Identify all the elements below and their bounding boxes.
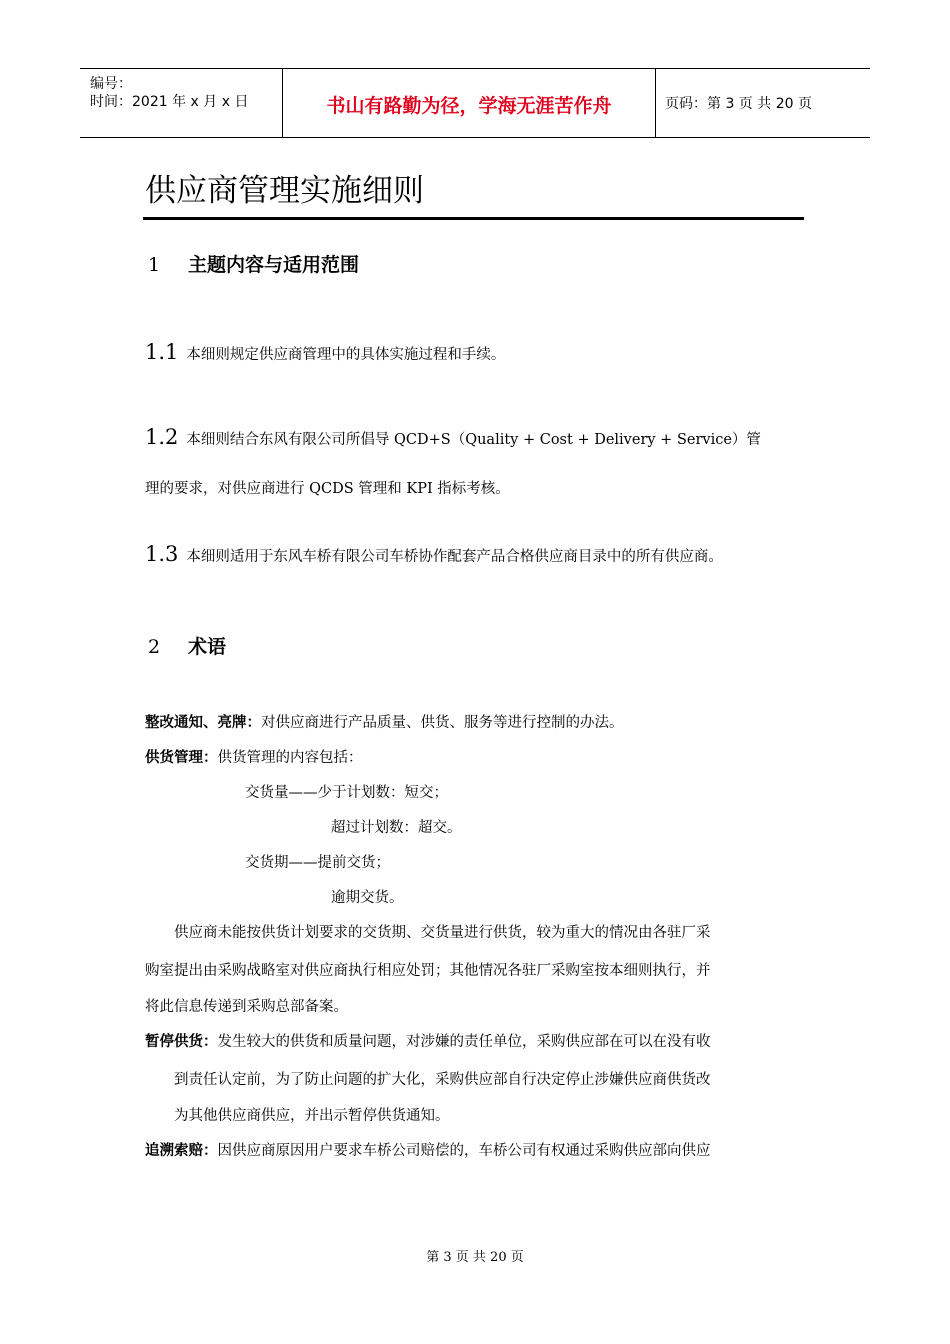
section-1-title: 主题内容与适用范围 (188, 254, 360, 276)
title-rule (143, 217, 804, 220)
suspend-line-3: 为其他供应商供应，并出示暂停供货通知。 (174, 1108, 450, 1124)
clause-1-2-continued: 理的要求，对供应商进行 QCDS 管理和 KPI 指标考核。 (145, 481, 510, 497)
term-text: 因供应商原因用户要求车桥公司赔偿的，车桥公司有权通过采购供应部向供应 (217, 1143, 711, 1159)
header-page-info: 页码：第 3 页 共 20 页 (665, 96, 812, 112)
header-meta (80, 69, 282, 137)
time-label: 时间：2021 年 x 月 x 日 (90, 94, 249, 110)
clause-1-2 (145, 425, 761, 449)
supply-para-line-3: 将此信息传递到采购总部备案。 (145, 999, 348, 1015)
term-label: 供货管理： (145, 750, 218, 766)
section-1-number: 1 (148, 254, 161, 276)
clause-text: 本细则结合东风有限公司所倡导 QCD+S（Quality + Cost + Delivery + Service）管 (186, 432, 761, 448)
clause-text: 本细则规定供应商管理中的具体实施过程和手续。 (186, 347, 506, 363)
delivery-date-line-1: 交货期——提前交货； (245, 855, 390, 871)
header-motto: 书山有路勤为径，学海无涯苦作舟 (326, 95, 612, 117)
document-header (80, 68, 870, 138)
term-text: 供货管理的内容包括： (217, 750, 363, 766)
term-text: 发生较大的供货和质量问题，对涉嫌的责任单位，采购供应部在可以在没有收 (217, 1034, 711, 1050)
clause-number: 1.2 (145, 425, 179, 449)
supply-para-line-2: 购室提出由采购战略室对供应商执行相应处罚；其他情况各驻厂采购室按本细则执行，并 (145, 963, 711, 979)
clause-number: 1.1 (145, 340, 179, 364)
delivery-quantity-line-2: 超过计划数：超交。 (331, 820, 462, 836)
term-trace-claim (145, 1139, 711, 1160)
supply-para-line-1: 供应商未能按供货计划要求的交货期、交货量进行供货，较为重大的情况由各驻厂采 (174, 925, 711, 941)
section-2-number: 2 (148, 636, 161, 658)
serial-label: 编号： (90, 76, 132, 92)
header-motto-cell (282, 69, 656, 137)
section-2-heading (148, 632, 226, 659)
page-footer: 第 3 页 共 20 页 (426, 1250, 524, 1265)
delivery-quantity-line-1: 交货量——少于计划数：短交； (245, 785, 448, 801)
term-supply-management (145, 746, 363, 767)
section-1-heading (148, 250, 359, 277)
term-text: 对供应商进行产品质量、供货、服务等进行控制的办法。 (261, 715, 624, 731)
term-label: 暂停供货： (145, 1034, 218, 1050)
clause-1-1 (145, 340, 505, 364)
clause-text: 本细则适用于东风车桥有限公司车桥协作配套产品合格供应商目录中的所有供应商。 (186, 549, 723, 565)
document-title: 供应商管理实施细则 (145, 173, 424, 209)
section-2-title: 术语 (188, 636, 227, 658)
term-rectification (145, 711, 624, 732)
clause-1-3 (145, 542, 723, 566)
term-label: 追溯索赔： (145, 1143, 218, 1159)
term-suspend-supply (145, 1030, 711, 1051)
suspend-line-2: 到责任认定前，为了防止问题的扩大化，采购供应部自行决定停止涉嫌供应商供货改 (174, 1072, 711, 1088)
clause-number: 1.3 (145, 542, 179, 566)
delivery-date-line-2: 逾期交货。 (331, 890, 404, 906)
term-label: 整改通知、亮牌： (145, 715, 261, 731)
